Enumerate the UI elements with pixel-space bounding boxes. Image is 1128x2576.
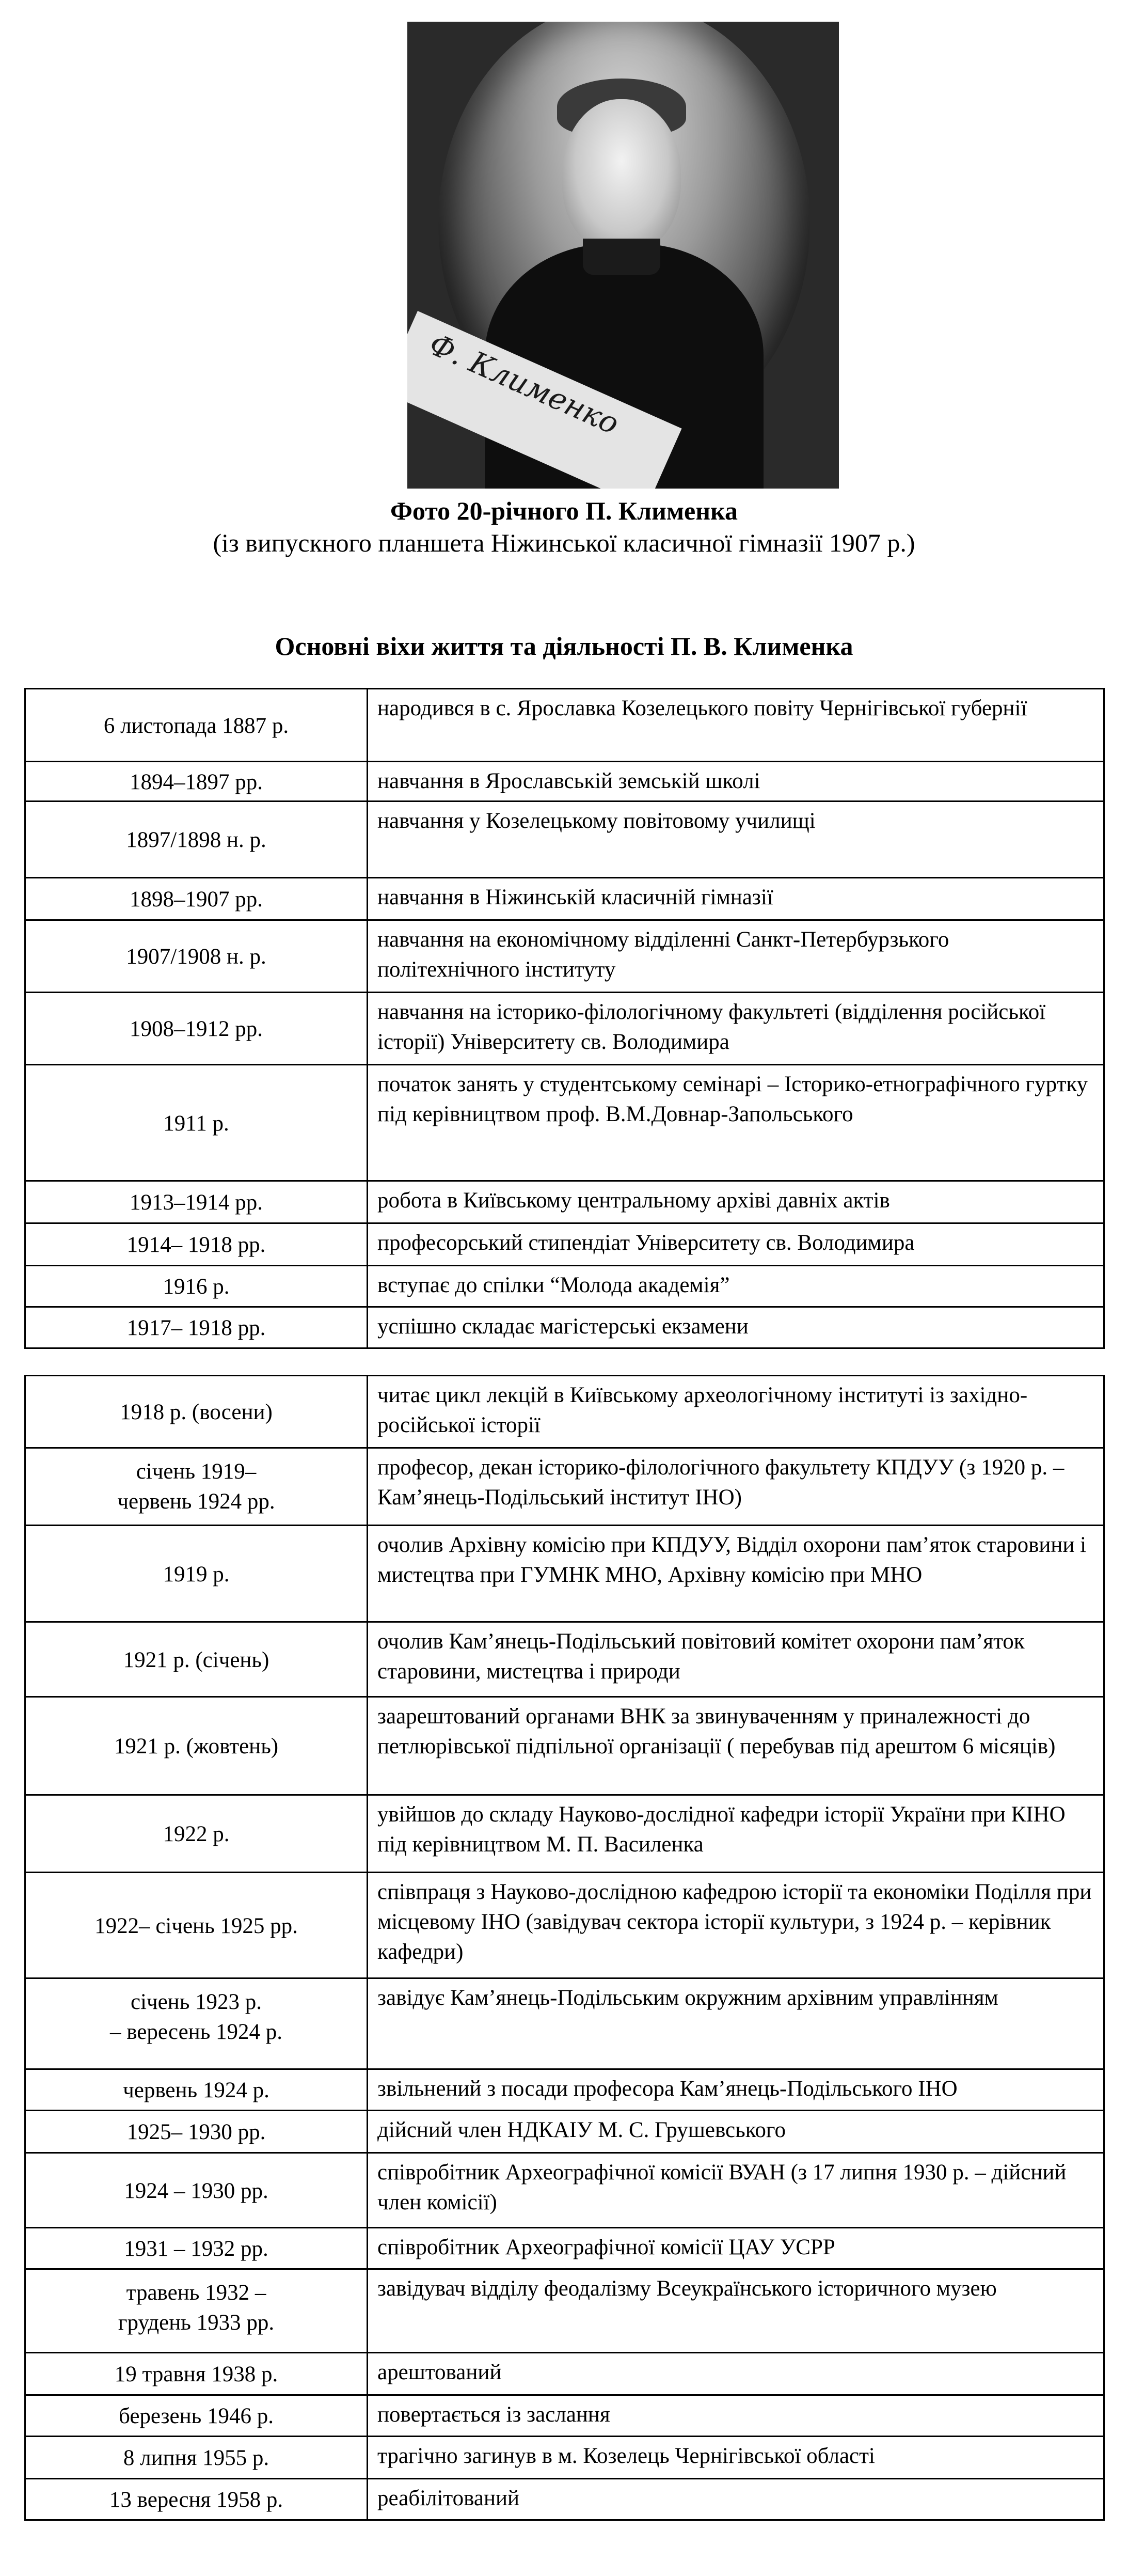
- milestone-description: [368, 1622, 1104, 1697]
- table-row: [25, 1448, 1104, 1526]
- milestone-description-text: трагічно загинув в м. Козелець Чернігівської області: [377, 2444, 875, 2468]
- table-row: [25, 2069, 1104, 2111]
- milestone-date-text: 13 вересня 1958 р.: [109, 2488, 283, 2512]
- milestone-description: [368, 2353, 1104, 2395]
- milestone-description: [368, 1065, 1104, 1181]
- milestone-description: [368, 2069, 1104, 2111]
- milestone-date-text: 1917– 1918 рр.: [126, 1316, 266, 1340]
- milestone-description: [368, 1223, 1104, 1266]
- table-row: [25, 689, 1104, 762]
- milestone-date-text: 1908–1912 рр.: [130, 1017, 263, 1041]
- milestone-date-text: червень 1924 р.: [123, 2078, 269, 2102]
- milestone-description: [368, 920, 1104, 993]
- milestone-description-text: очолив Архівну комісію при КПДУУ, Відділ охорони пам’яток старовини і мистецтва при ГУМНК МНО, Архівну комісію при МНО: [377, 1533, 1087, 1587]
- milestone-description-text: завідує Кам’янець-Подільським окружним архівним управлінням: [377, 1986, 998, 2010]
- milestone-description-text: заарештований органами ВНК за звинуваченням у приналежності до петлюрівської підпільної організації ( перебував під арештом 6 місяців): [377, 1704, 1056, 1758]
- table-row: [25, 878, 1104, 920]
- milestone-date: [25, 1622, 368, 1697]
- milestone-description: [368, 1978, 1104, 2069]
- milestone-date: [25, 2395, 368, 2437]
- milestone-description: [368, 2479, 1104, 2520]
- table-row: [25, 2479, 1104, 2520]
- milestone-date-text: 1911 р.: [163, 1111, 229, 1136]
- milestone-date: [25, 920, 368, 993]
- table-row: [25, 1978, 1104, 2069]
- milestone-description: [368, 1266, 1104, 1307]
- milestone-description-text: успішно складає магістерські екзамени: [377, 1314, 749, 1339]
- table-row: [25, 2353, 1104, 2395]
- milestone-description: [368, 1307, 1104, 1348]
- milestone-description-text: навчання на історико-філологічному факультеті (відділення російської історії) Університету св. Володимира: [377, 1000, 1046, 1054]
- milestone-date-text: 1924 – 1930 рр.: [124, 2178, 268, 2203]
- table-row: [25, 2153, 1104, 2228]
- milestone-description: [368, 1526, 1104, 1622]
- milestone-description: [368, 1873, 1104, 1978]
- milestone-description-text: навчання в Ніжинській класичній гімназії: [377, 885, 773, 909]
- milestone-description: [368, 1697, 1104, 1795]
- milestone-date-text: 6 листопада 1887 р.: [103, 713, 289, 738]
- milestone-date: [25, 689, 368, 762]
- milestone-date-text: 1921 р. (жовтень): [114, 1734, 279, 1758]
- table-row: [25, 2269, 1104, 2353]
- table-row: [25, 1526, 1104, 1622]
- milestone-description: [368, 2437, 1104, 2479]
- milestone-description-text: повертається із заслання: [377, 2402, 610, 2427]
- milestone-description-text: увійшов до складу Науково-дослідної кафедри історії України при КІНО під керівництвом М. П. Василенка: [377, 1802, 1066, 1857]
- milestone-date: [25, 2437, 368, 2479]
- milestone-date: [25, 2111, 368, 2153]
- milestone-description: [368, 762, 1104, 802]
- milestone-description-text: співробітник Археографічної комісії ВУАН (з 17 липня 1930 р. – дійсний член комісії): [377, 2160, 1067, 2214]
- milestone-date-text: 1898–1907 рр.: [130, 887, 263, 912]
- table-row: [25, 1266, 1104, 1307]
- milestone-date-text: 1922– січень 1925 рр.: [94, 1913, 298, 1938]
- milestone-description: [368, 2153, 1104, 2228]
- milestone-description-text: звільнений з посади професора Кам’янець-Подільського ІНО: [377, 2077, 958, 2101]
- milestone-date-text: 1913–1914 рр.: [130, 1190, 263, 1215]
- milestone-date: [25, 1795, 368, 1873]
- milestone-date: [25, 802, 368, 878]
- milestones-table-2: [24, 1375, 1105, 2521]
- milestone-date: [25, 1873, 368, 1978]
- milestone-date-text: січень 1919– червень 1924 рр.: [117, 1459, 275, 1514]
- milestone-description-text: арештований: [377, 2360, 502, 2384]
- milestone-description: [368, 2228, 1104, 2269]
- milestones-table-1: [24, 688, 1105, 1349]
- table-row: [25, 1181, 1104, 1223]
- milestone-date: [25, 2153, 368, 2228]
- milestone-date: [25, 993, 368, 1065]
- milestone-description-text: професор, декан історико-філологічного факультету КПДУУ (з 1920 р. – Кам’янець-Подільський інститут ІНО): [377, 1455, 1065, 1510]
- milestone-date-text: березень 1946 р.: [119, 2404, 274, 2428]
- table-row: [25, 802, 1104, 878]
- milestone-description: [368, 1795, 1104, 1873]
- milestone-date: [25, 1065, 368, 1181]
- milestone-date-text: травень 1932 – грудень 1933 рр.: [118, 2281, 275, 2335]
- table-row: [25, 920, 1104, 993]
- milestone-description: [368, 1376, 1104, 1448]
- milestone-description-text: читає цикл лекцій в Київському археологічному інституті із західно-російської історії: [377, 1383, 1028, 1437]
- milestone-description-text: початок занять у студентському семінарі – Історико-етнографічного гуртку під керівництвом проф. В.М.Довнар-Запольського: [377, 1072, 1088, 1126]
- portrait-collar: [583, 239, 660, 275]
- milestone-date-text: 1919 р.: [163, 1562, 230, 1587]
- table-row: [25, 1223, 1104, 1266]
- milestone-date: [25, 1266, 368, 1307]
- milestone-date-text: 1907/1908 н. р.: [126, 945, 266, 969]
- milestone-description-text: професорський стипендіат Університету св. Володимира: [377, 1231, 915, 1255]
- milestone-date: [25, 1376, 368, 1448]
- milestone-date: [25, 1978, 368, 2069]
- milestone-description: [368, 689, 1104, 762]
- table-row: [25, 1065, 1104, 1181]
- table-row: [25, 2395, 1104, 2437]
- photo-caption-title: Фото 20-річного П. Клименка: [390, 496, 738, 525]
- table-row: [25, 2228, 1104, 2269]
- milestone-description-text: народився в с. Ярославка Козелецького повіту Чернігівської губернії: [377, 696, 1027, 720]
- table-row: [25, 2437, 1104, 2479]
- milestone-date: [25, 1307, 368, 1348]
- milestone-date: [25, 1697, 368, 1795]
- milestone-description: [368, 802, 1104, 878]
- portrait-photo: [407, 22, 839, 489]
- milestone-date-text: 1921 р. (січень): [123, 1647, 269, 1672]
- milestone-date: [25, 2353, 368, 2395]
- milestone-description-text: робота в Київському центральному архіві давніх актів: [377, 1188, 890, 1213]
- milestone-description-text: дійсний член НДКАІУ М. С. Грушевського: [377, 2118, 786, 2142]
- handwritten-signature: Ф. Клименко: [424, 326, 625, 442]
- milestone-date-text: 1916 р.: [163, 1275, 230, 1299]
- milestone-date-text: 1918 р. (восени): [120, 1400, 273, 1424]
- milestone-date-text: 1931 – 1932 рр.: [124, 2237, 268, 2261]
- milestone-date-text: 1894–1897 рр.: [130, 770, 263, 794]
- table-row: [25, 762, 1104, 802]
- milestone-date: [25, 1526, 368, 1622]
- milestone-date-text: 19 травня 1938 р.: [114, 2362, 278, 2386]
- milestone-date-text: січень 1923 р. – вересень 1924 р.: [109, 1990, 283, 2044]
- table-row: [25, 1697, 1104, 1795]
- milestone-date: [25, 878, 368, 920]
- photo-caption-subtitle: (із випускного планшета Ніжинської класичної гімназії 1907 р.): [213, 528, 915, 557]
- milestone-description-text: вступає до спілки “Молода академія”: [377, 1273, 730, 1297]
- milestone-date: [25, 1223, 368, 1266]
- milestone-date: [25, 2228, 368, 2269]
- milestone-date: [25, 2269, 368, 2353]
- milestone-date-text: 1922 р.: [163, 1822, 230, 1846]
- table-row: [25, 2111, 1104, 2153]
- milestone-description: [368, 1448, 1104, 1526]
- milestone-description-text: реабілітований: [377, 2486, 520, 2510]
- milestone-description-text: співробітник Археографічної комісії ЦАУ УСРР: [377, 2235, 835, 2259]
- table-row: [25, 1873, 1104, 1978]
- milestone-date: [25, 1181, 368, 1223]
- milestone-date-text: 1925– 1930 рр.: [126, 2120, 266, 2144]
- milestone-description: [368, 2395, 1104, 2437]
- page-heading: Основні віхи життя та діяльності П. В. Клименка: [275, 632, 853, 661]
- milestone-description-text: завідувач відділу феодалізму Всеукраїнського історичного музею: [377, 2276, 997, 2301]
- milestone-date: [25, 762, 368, 802]
- milestone-date-text: 1897/1898 н. р.: [126, 828, 266, 852]
- table-row: [25, 993, 1104, 1065]
- table-row: [25, 1795, 1104, 1873]
- milestone-description: [368, 878, 1104, 920]
- milestone-description: [368, 993, 1104, 1065]
- milestone-description: [368, 1181, 1104, 1223]
- milestone-date-text: 1914– 1918 рр.: [126, 1233, 266, 1257]
- milestone-description-text: співпраця з Науково-дослідною кафедрою історії та економіки Поділля при місцевому ІНО (завідувач сектора історії культури, з 1924 р. – керівник кафедри): [377, 1880, 1092, 1964]
- milestone-description-text: навчання на економічному відділенні Санкт-Петербурзького політехнічного інституту: [377, 928, 949, 982]
- table-row: [25, 1307, 1104, 1348]
- milestone-description: [368, 2269, 1104, 2353]
- table-row: [25, 1376, 1104, 1448]
- milestone-date: [25, 2479, 368, 2520]
- milestone-description-text: навчання у Козелецькому повітовому училищі: [377, 809, 816, 833]
- milestone-description: [368, 2111, 1104, 2153]
- milestone-date: [25, 1448, 368, 1526]
- milestone-description-text: очолив Кам’янець-Подільський повітовий комітет охорони пам’яток старовини, мистецтва і природи: [377, 1629, 1025, 1684]
- milestone-date: [25, 2069, 368, 2111]
- milestone-description-text: навчання в Ярославській земській школі: [377, 769, 760, 793]
- portrait-face: [562, 99, 681, 254]
- milestone-date-text: 8 липня 1955 р.: [123, 2446, 269, 2470]
- table-row: [25, 1622, 1104, 1697]
